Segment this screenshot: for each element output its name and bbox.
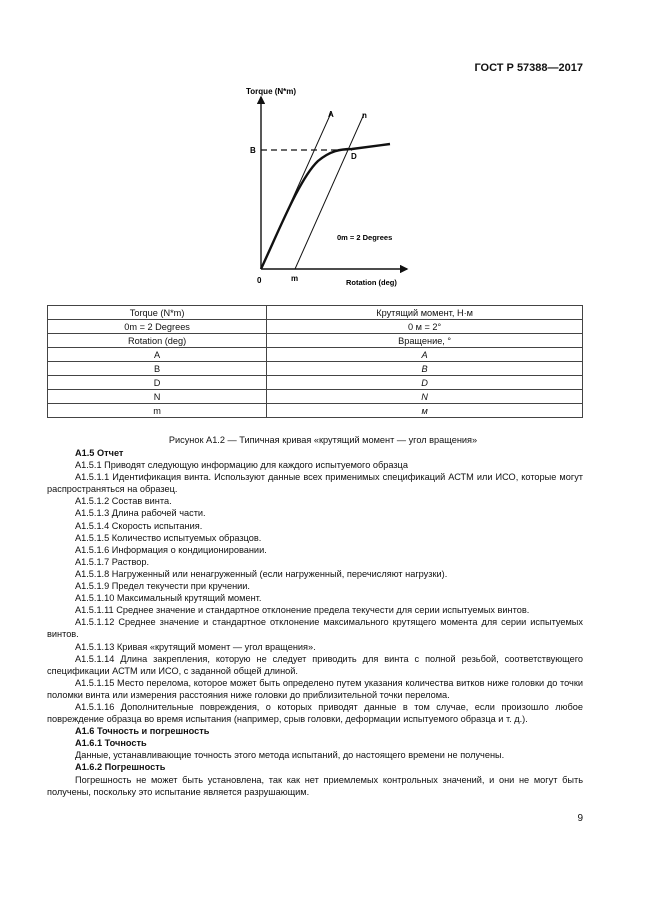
table-cell-en: N: [48, 390, 267, 404]
paragraph: А1.5.1 Приводят следующую информацию для каждого испытуемого образца: [75, 460, 408, 471]
paragraph: А1.5.1.6 Информация о кондиционировании.: [75, 544, 267, 555]
torque-curve: [261, 144, 393, 269]
table-row: [48, 306, 583, 320]
table-cell-ru: N: [267, 390, 583, 404]
line-n: [295, 114, 364, 269]
page-number: 9: [577, 813, 583, 824]
label-0: 0: [257, 276, 262, 285]
section-heading: А1.6 Точность и погрешность: [75, 726, 210, 737]
document-header: ГОСТ Р 57388—2017: [474, 62, 583, 74]
label-a: A: [328, 110, 334, 119]
table-cell-ru: м: [267, 404, 583, 418]
table-cell-ru: 0 м = 2°: [267, 320, 583, 334]
table-row: [48, 362, 583, 376]
table-cell-en: Torque (N*m): [48, 306, 267, 320]
paragraph: Погрешность не может быть установлена, так как нет приемлемых контрольных значений, и они не могут быть получены, поскольку это испытание является разрушающим.: [47, 774, 583, 797]
label-m: m: [291, 274, 299, 283]
paragraph: А1.5.1.4 Скорость испытания.: [75, 520, 203, 531]
table-cell-en: A: [48, 348, 267, 362]
paragraph: А1.5.1.16 Дополнительные повреждения, о которых приводят данные в том случае, если произошло любое повреждение образца во время испытания (например, срыв головки, деформации испытуемого образца и т. д.).: [47, 701, 583, 725]
paragraph: А1.5.1.7 Раствор.: [75, 556, 150, 567]
paragraph: А1.5.1.11 Среднее значение и стандартное отклонение предела текучести для серии испытуемых винтов.: [75, 605, 530, 616]
paragraph: А1.5.1.12 Среднее значение и стандартное отклонение максимального крутящего момента для серии испытуемых винтов.: [47, 617, 583, 640]
subsection-heading: А1.6.2 Погрешность: [75, 762, 166, 773]
table-cell-ru: Вращение, °: [267, 334, 583, 348]
table-cell-en: B: [48, 362, 267, 376]
table-row: [48, 390, 583, 404]
subsection-heading: А1.6.1 Точность: [75, 738, 147, 749]
figure-caption: Рисунок А1.2 — Типичная кривая «крутящий момент — угол вращения»: [168, 435, 478, 445]
paragraph: Данные, устанавливающие точность этого метода испытаний, до настоящего времени не получены.: [75, 750, 505, 761]
document-body: [47, 447, 583, 798]
table-row: [48, 348, 583, 362]
table-cell-en: m: [48, 404, 267, 418]
paragraph: А1.5.1.8 Нагруженный или ненагруженный (если нагруженный, перечисляют нагрузки).: [75, 568, 448, 579]
table-cell-ru: A: [267, 348, 583, 362]
annotation-0m: 0m = 2 Degrees: [337, 233, 393, 242]
table-row: [48, 404, 583, 418]
paragraph: А1.5.1.5 Количество испытуемых образцов.: [75, 532, 262, 543]
paragraph: А1.5.1.13 Кривая «крутящий момент — угол вращения».: [75, 641, 316, 652]
table-row: [48, 376, 583, 390]
paragraph: А1.5.1.1 Идентификация винта. Используют данные всех применимых спецификаций АСТМ или ИСО, которые могут распространяться на образец.: [47, 472, 583, 495]
section-heading: А1.5 Отчет: [75, 448, 124, 458]
paragraph: А1.5.1.3 Длина рабочей части.: [75, 508, 206, 519]
x-axis-label: Rotation (deg): [346, 278, 397, 287]
table-cell-en: D: [48, 376, 267, 390]
paragraph: А1.5.1.2 Состав винта.: [75, 496, 172, 507]
label-b: B: [250, 146, 256, 155]
table-row: [48, 320, 583, 334]
table-cell-en: Rotation (deg): [48, 334, 267, 348]
paragraph: А1.5.1.9 Предел текучести при кручении.: [75, 581, 250, 592]
table-cell-ru: B: [267, 362, 583, 376]
paragraph: А1.5.1.15 Место перелома, которое может быть определено путем указания количества витков ниже головки до точки поломки винта или измерения расстояния ниже головки до приблизительной точки перелома.: [47, 677, 583, 700]
label-d: D: [351, 152, 357, 161]
table-row: [48, 334, 583, 348]
y-axis-label: Torque (N*m): [246, 87, 297, 96]
paragraph: А1.5.1.14 Длина закрепления, которую не следует приводить для винта с полной резьбой, соответствующего спецификации АСТМ или ИСО, с заданной общей длиной.: [47, 653, 583, 676]
legend-table: [47, 305, 583, 418]
table-cell-ru: Крутящий момент, Н·м: [267, 306, 583, 320]
label-n: n: [362, 111, 367, 120]
paragraph: А1.5.1.10 Максимальный крутящий момент.: [75, 593, 262, 604]
torque-rotation-figure: [240, 83, 415, 293]
table-cell-ru: D: [267, 376, 583, 390]
table-cell-en: 0m = 2 Degrees: [48, 320, 267, 334]
